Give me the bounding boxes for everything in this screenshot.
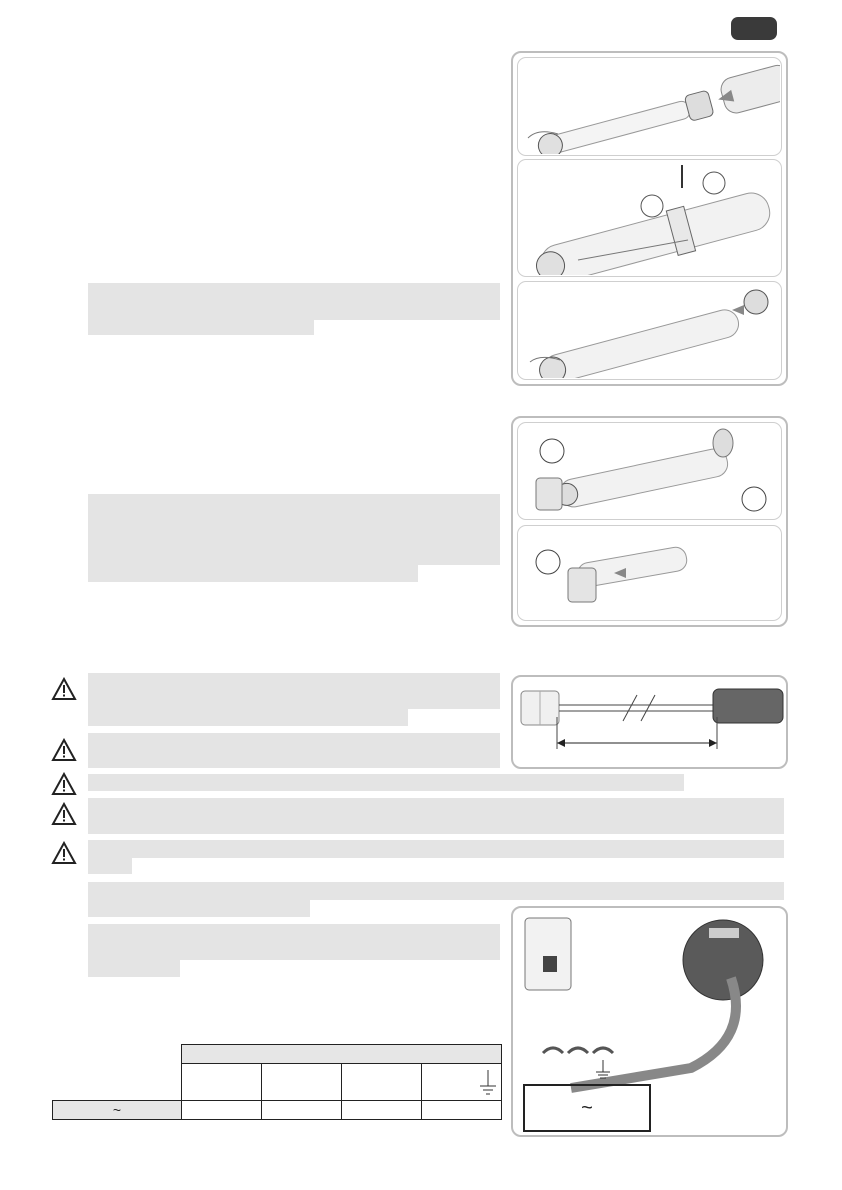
figure-step-clip [517,525,782,621]
table-column [182,1064,262,1101]
warning-triangle-icon [51,841,77,865]
language-badge [731,17,777,40]
warning-note-1b [88,709,408,726]
table-cell [262,1101,342,1120]
figure-step-mount-tube [517,422,782,520]
clip-bracket-illustration [518,526,780,619]
table-cell [342,1101,422,1120]
table-header [182,1045,502,1064]
table-cell [182,1101,262,1120]
warning-note-4 [88,798,784,834]
warning-triangle-icon [51,802,77,826]
table-column [342,1064,422,1101]
note-block-4 [88,924,500,960]
note-block-1 [88,283,500,320]
motor-crown-illustration [518,58,780,154]
switch-to-motor-cable-illustration [513,677,786,767]
figure-motor-assembly [511,51,788,386]
note-block-3 [88,882,784,900]
ac-sine-icon: ~ [581,1096,593,1119]
figure-step-fix-screws [517,159,782,277]
ground-symbol-icon [422,1064,501,1100]
ground-symbol-icon [596,1060,610,1078]
table-row-label: ~ [53,1101,182,1120]
figure-step-insert-crown [517,57,782,156]
table-cell [422,1101,502,1120]
figure-step-insert-end [517,281,782,380]
note-block-3b [88,900,310,917]
supply-box [523,1084,651,1132]
figure-cable-length [511,675,788,769]
warning-note-3 [88,774,684,791]
cable-table [52,1044,502,1120]
warning-triangle-icon [51,738,77,762]
warning-note-1 [88,673,500,709]
table-column [262,1064,342,1101]
motor-end-cap-illustration [518,282,780,378]
warning-note-5 [88,840,784,858]
figure-bracket-mounting [511,416,788,627]
note-block-4b [88,960,180,977]
motor-screws-illustration [518,160,780,275]
tube-brackets-illustration [518,423,780,518]
warning-note-2 [88,733,500,768]
warning-note-5b [88,858,132,874]
warning-triangle-icon [51,772,77,796]
warning-triangle-icon [51,677,77,701]
figure-wiring [511,906,788,1137]
table-column-ground [422,1064,502,1101]
note-block-1b [88,318,314,335]
note-block-2b [88,565,418,582]
note-block-2 [88,494,500,565]
